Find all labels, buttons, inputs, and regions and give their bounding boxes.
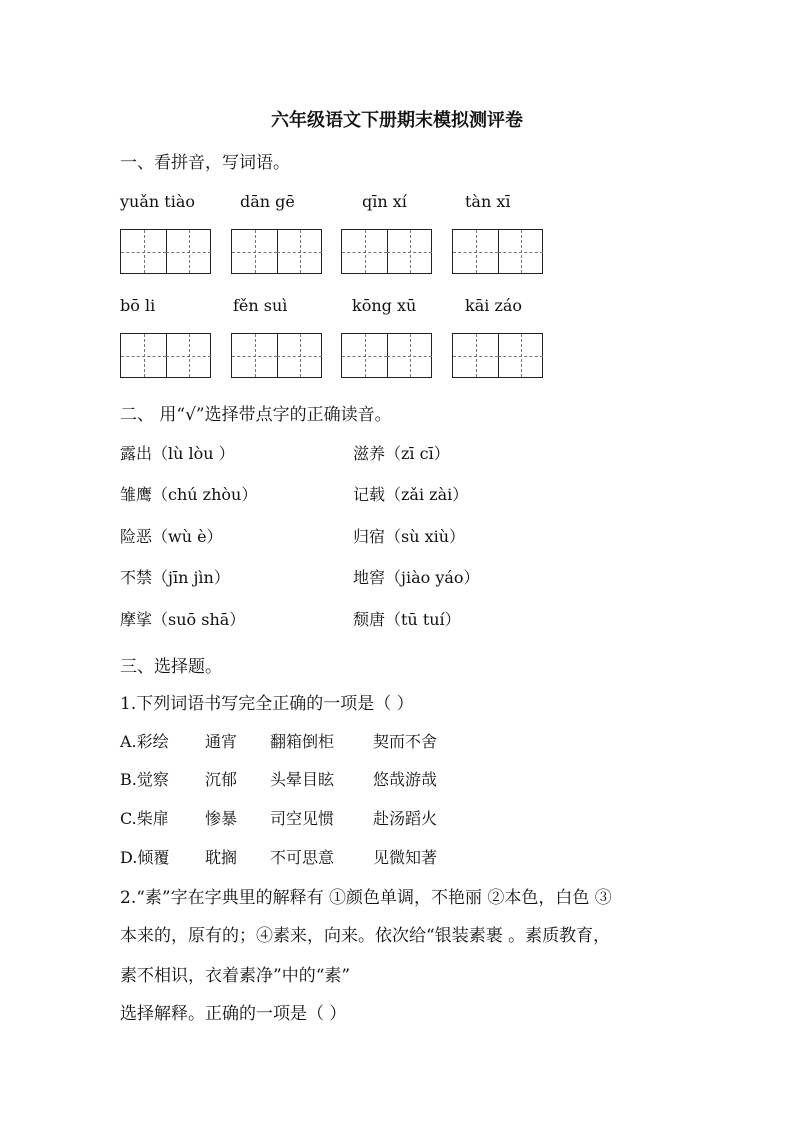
pinyin-1: yuǎn tiào xyxy=(120,192,195,211)
reading-item[interactable]: 险恶（wù è） xyxy=(120,527,223,546)
writing-box[interactable] xyxy=(452,229,543,274)
pinyin-5: bō li xyxy=(120,296,156,315)
reading-item[interactable]: 颓唐（tū tuí） xyxy=(353,610,461,629)
reading-item[interactable]: 雏鹰（chú zhòu） xyxy=(120,485,258,504)
section-2-heading: 二、 用“√”选择带点字的正确读音。 xyxy=(120,405,392,425)
option-word: 翻箱倒柜 xyxy=(270,732,335,751)
pinyin-3: qīn xí xyxy=(362,192,407,211)
option-word: 惨暴 xyxy=(205,809,238,828)
option-word: 不可思意 xyxy=(270,848,335,867)
option-word: 司空见惯 xyxy=(270,809,335,828)
pinyin-2: dān gē xyxy=(240,192,295,211)
writing-box[interactable] xyxy=(452,333,543,378)
pinyin-6: fěn suì xyxy=(233,296,288,315)
question-2-line: 本来的，原有的；④素来，向来。依次给“银装素裹 。素质教育， xyxy=(120,926,611,946)
option-word: 通宵 xyxy=(205,732,238,751)
writing-box[interactable] xyxy=(120,229,211,274)
option-word: 赴汤蹈火 xyxy=(373,809,438,828)
option-word: 沉郁 xyxy=(205,770,238,789)
reading-item[interactable]: 不禁（jīn jìn） xyxy=(120,568,230,587)
reading-item[interactable]: 露出（lù lòu ） xyxy=(120,444,235,463)
pinyin-8: kāi záo xyxy=(465,296,523,315)
option-c-label[interactable]: C.柴扉 xyxy=(120,809,169,828)
reading-item[interactable]: 记载（zǎi zài） xyxy=(353,485,469,504)
reading-item[interactable]: 摩挲（suō shā） xyxy=(120,610,246,629)
option-word: 耽搁 xyxy=(205,848,238,867)
question-2-line: 素不相识，衣着素净”中的“素” xyxy=(120,966,351,986)
option-word: 悠哉游哉 xyxy=(373,770,438,789)
option-a-label[interactable]: A.彩绘 xyxy=(120,732,169,751)
page-title: 六年级语文下册期末模拟测评卷 xyxy=(271,110,523,131)
reading-item[interactable]: 归宿（sù xiù） xyxy=(353,527,466,546)
question-2-line: 2.“素”字在字典里的解释有 ①颜色单调，不艳丽 ②本色，白色 ③ xyxy=(120,888,612,908)
pinyin-4: tàn xī xyxy=(465,192,511,211)
writing-box[interactable] xyxy=(231,229,322,274)
writing-box[interactable] xyxy=(120,333,211,378)
writing-box[interactable] xyxy=(341,333,432,378)
question-2-line: 选择解释。正确的一项是（ ） xyxy=(120,1004,347,1024)
reading-item[interactable]: 滋养（zī cī） xyxy=(353,444,450,463)
option-b-label[interactable]: B.觉察 xyxy=(120,770,169,789)
option-word: 头晕目眩 xyxy=(270,770,335,789)
option-word: 契而不舍 xyxy=(373,732,438,751)
question-1-stem: 1.下列词语书写完全正确的一项是（ ） xyxy=(120,694,414,714)
pinyin-7: kōng xū xyxy=(352,296,417,315)
option-d-label[interactable]: D.倾覆 xyxy=(120,848,170,867)
writing-box[interactable] xyxy=(341,229,432,274)
reading-item[interactable]: 地窖（jiào yáo） xyxy=(353,568,480,587)
section-1-heading: 一、看拼音，写词语。 xyxy=(120,153,290,173)
writing-box[interactable] xyxy=(231,333,322,378)
option-word: 见微知著 xyxy=(373,848,438,867)
section-3-heading: 三、选择题。 xyxy=(120,657,222,677)
